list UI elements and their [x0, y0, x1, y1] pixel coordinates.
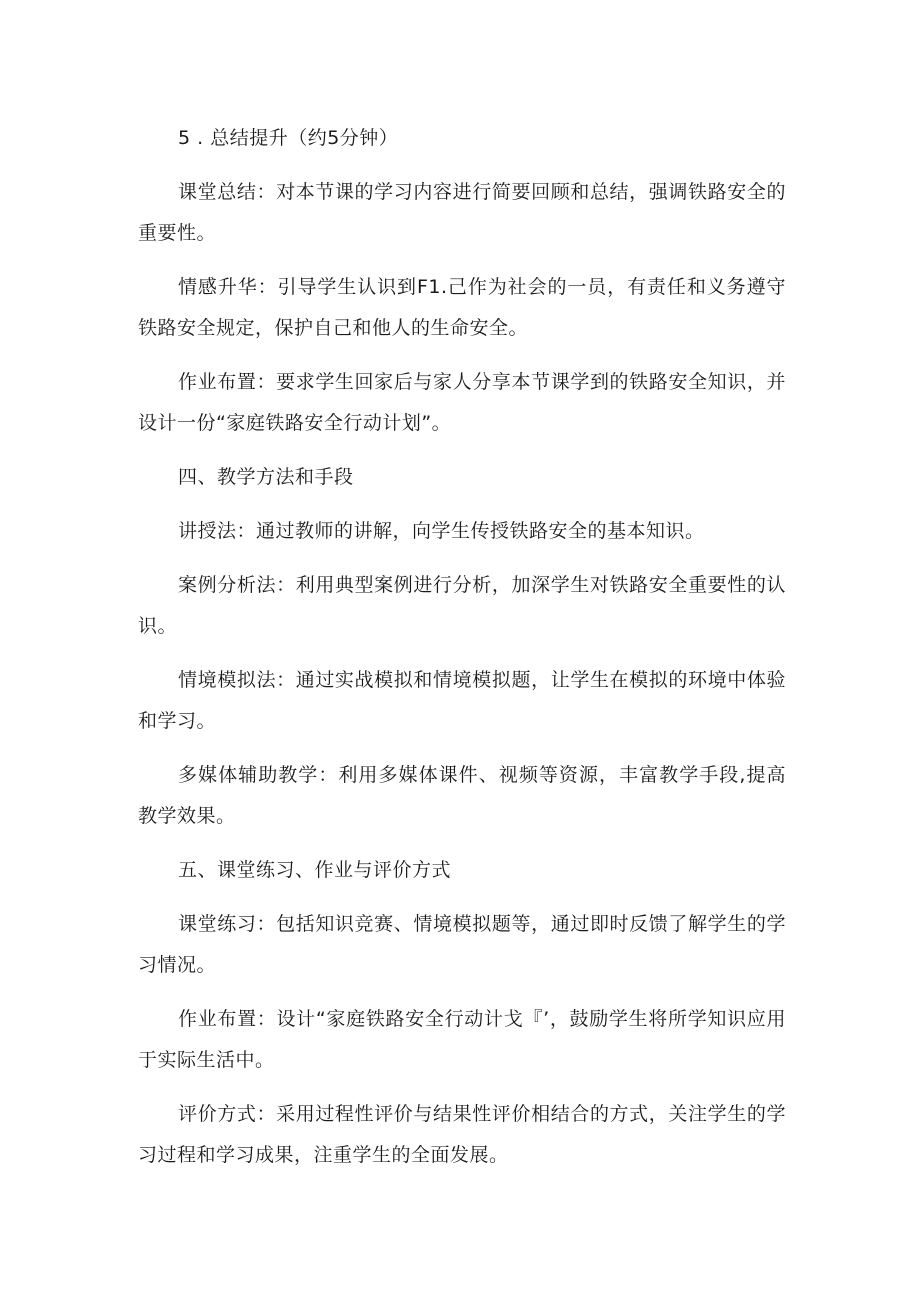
paragraph-evaluation-method: 评价方式：采用过程性评价与结果性评价相结合的方式，关注学生的学习过程和学习成果，注重学生的全面发展。	[138, 1103, 786, 1166]
paragraph-lecture-method: 讲授法：通过教师的讲解，向学生传授铁路安全的基本知识。	[178, 520, 705, 542]
paragraph-homework-assignment: 作业布置：要求学生回家后与家人分享本节课学到的铁路安全知识，并设计一份“家庭铁路安全行动计划”。	[138, 371, 786, 434]
document-body	[138, 118, 786, 1189]
paragraph-class-summary: 课堂总结：对本节课的学习内容进行简要回顾和总结，强调铁路安全的重要性。	[138, 181, 786, 244]
section-heading-teaching-methods: 四、教学方法和手段	[178, 466, 354, 488]
paragraph-emotional-elevation: 情感升华：引导学生认识到F1.己作为社会的一员，有责任和义务遵守铁路安全规定，保护自己和他人的生命安全。	[138, 276, 786, 339]
paragraph-homework-design: 作业布置：设计“家庭铁路安全行动计戈『’，鼓励学生将所学知识应用于实际生活中。	[138, 1008, 786, 1071]
paragraph-situation-simulation: 情境模拟法：通过实战模拟和情境模拟题，让学生在模拟的环境中体验和学习。	[138, 669, 786, 732]
paragraph-class-exercises: 课堂练习：包括知识竞赛、情境模拟题等，通过即时反馈了解学生的学习情况。	[138, 913, 786, 976]
section-heading-summary: 5 . 总结提升（约5分钟）	[178, 127, 399, 149]
paragraph-multimedia-teaching: 多媒体辅助教学：利用多媒体课件、视频等资源，丰富教学手段,提高教学效果。	[138, 764, 786, 827]
section-heading-exercises-evaluation: 五、课堂练习、作业与评价方式	[178, 859, 452, 881]
paragraph-case-analysis: 案例分析法：利用典型案例进行分析，加深学生对铁路安全重要性的认识。	[138, 574, 786, 637]
